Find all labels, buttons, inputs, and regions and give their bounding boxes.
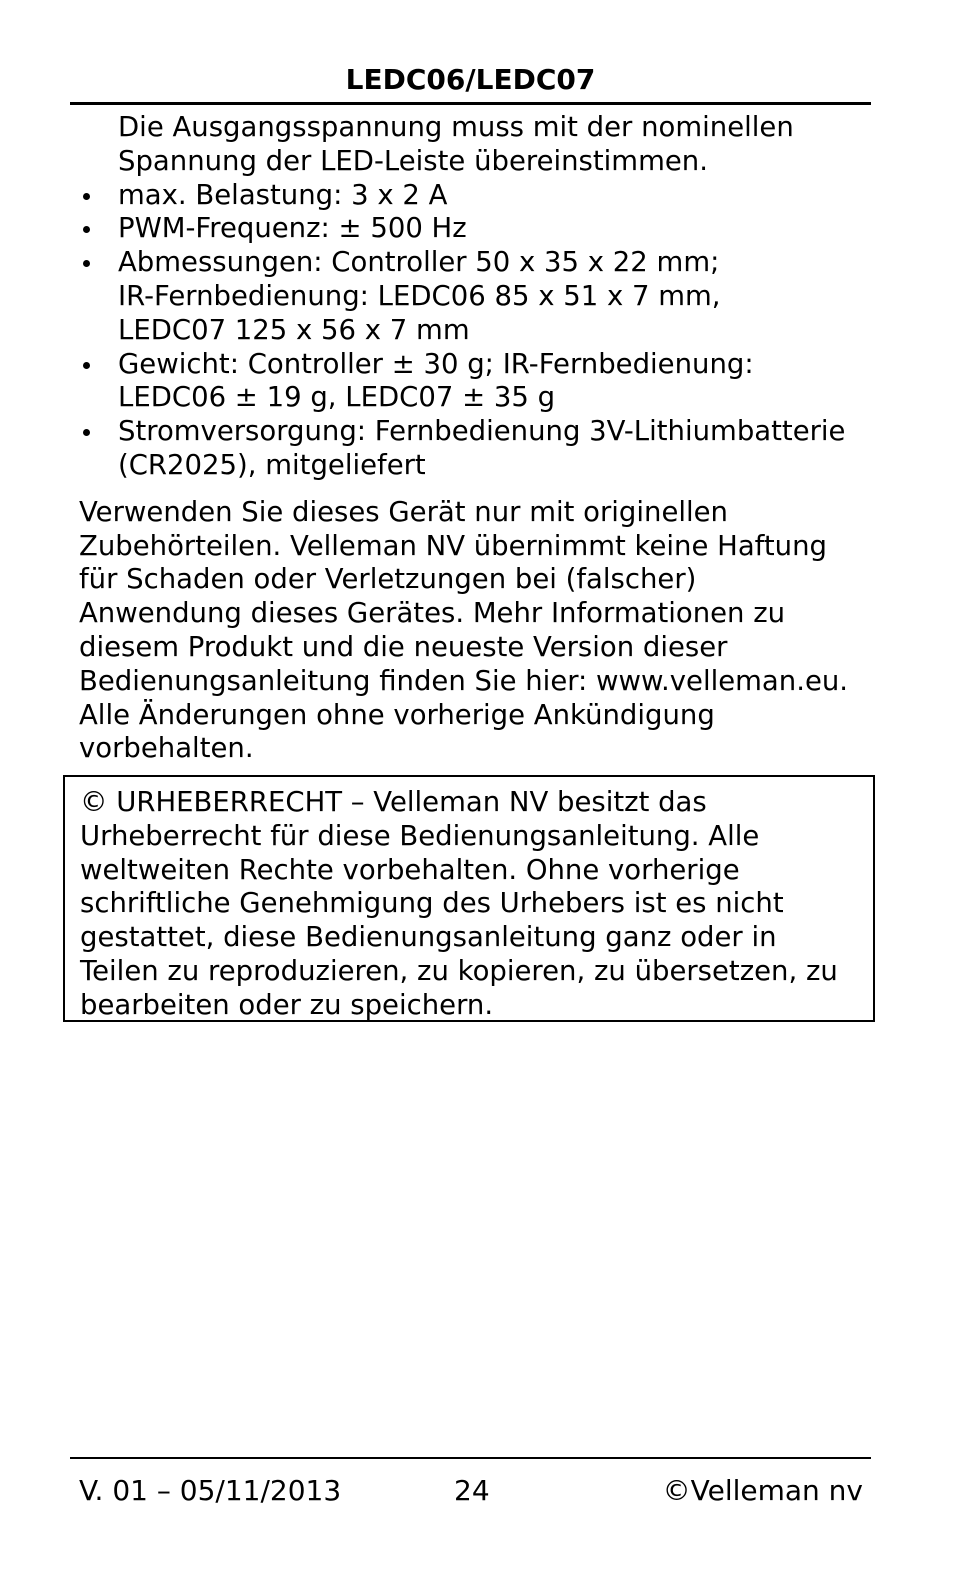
spec-item-power [79, 415, 869, 483]
text-line: (CR2025), mitgeliefert [118, 448, 426, 481]
text-line: Verwenden Sie dieses Gerät nur mit originellen [79, 495, 728, 528]
document-title: LEDC06/LEDC07 [345, 63, 596, 96]
spec-item-weight [79, 348, 869, 416]
text-line: Teilen zu reproduzieren, zu kopieren, zu übersetzen, zu [80, 954, 838, 987]
text-line: schriftliche Genehmigung des Urhebers ist es nicht [80, 887, 784, 920]
spec-item-dimensions [79, 246, 869, 347]
page-header [70, 62, 871, 105]
text-line: Anwendung dieses Gerätes. Mehr Informationen zu [79, 597, 786, 630]
text-line: Spannung der LED-Leiste übereinstimmen. [118, 144, 708, 177]
text-line: gestattet, diese Bedienungsanleitung ganz oder in [80, 921, 777, 954]
text-line: IR-Fernbedienung: LEDC06 85 x 51 x 7 mm, [118, 279, 721, 312]
bullet-icon [83, 226, 90, 233]
spec-list [79, 179, 869, 483]
copyright-notice-box [63, 775, 875, 1022]
text-line: © URHEBERRECHT – Velleman NV besitzt das [80, 786, 707, 818]
spec-item-load [79, 179, 869, 213]
text-line: Bedienungsanleitung finden Sie hier: www.velleman.eu. [79, 664, 849, 697]
text-line: vorbehalten. [79, 732, 254, 765]
text-line: Alle Änderungen ohne vorherige Ankündigung [79, 698, 715, 731]
page-footer [70, 1457, 871, 1519]
footer-version: V. 01 – 05/11/2013 [79, 1474, 342, 1507]
spec-item-pwm [79, 212, 869, 246]
usage-notice [79, 496, 869, 766]
text-line: für Schaden oder Verletzungen bei (falscher) [79, 563, 697, 596]
text-line: Gewicht: Controller ± 30 g; IR-Fernbedienung: [118, 347, 754, 380]
bullet-icon [83, 362, 90, 369]
text-line: Urheberrecht für diese Bedienungsanleitung. Alle [80, 819, 760, 852]
bullet-icon [83, 429, 90, 436]
text-line: Abmessungen: Controller 50 x 35 x 22 mm; [118, 246, 720, 279]
text-line: diesem Produkt und die neueste Version dieser [79, 630, 728, 663]
footer-page-number: 24 [454, 1474, 490, 1507]
text-line: LEDC07 125 x 56 x 7 mm [118, 313, 470, 346]
text-line: Zubehörteilen. Velleman NV übernimmt keine Haftung [79, 529, 827, 562]
text-line: PWM-Frequenz: ± 500 Hz [118, 212, 467, 245]
continued-spec-text [79, 111, 869, 179]
bullet-icon [83, 193, 90, 200]
text-line: Stromversorgung: Fernbedienung 3V-Lithiumbatterie [118, 415, 846, 448]
text-line: bearbeiten oder zu speichern. [80, 988, 494, 1021]
bullet-icon [83, 260, 90, 267]
text-line: weltweiten Rechte vorbehalten. Ohne vorherige [80, 853, 740, 886]
text-line: max. Belastung: 3 x 2 A [118, 178, 448, 211]
text-line: Die Ausgangsspannung muss mit der nominellen [118, 111, 794, 143]
footer-copyright: ©Velleman nv [662, 1474, 863, 1507]
text-line: LEDC06 ± 19 g, LEDC07 ± 35 g [118, 381, 556, 414]
document-body [79, 111, 869, 766]
